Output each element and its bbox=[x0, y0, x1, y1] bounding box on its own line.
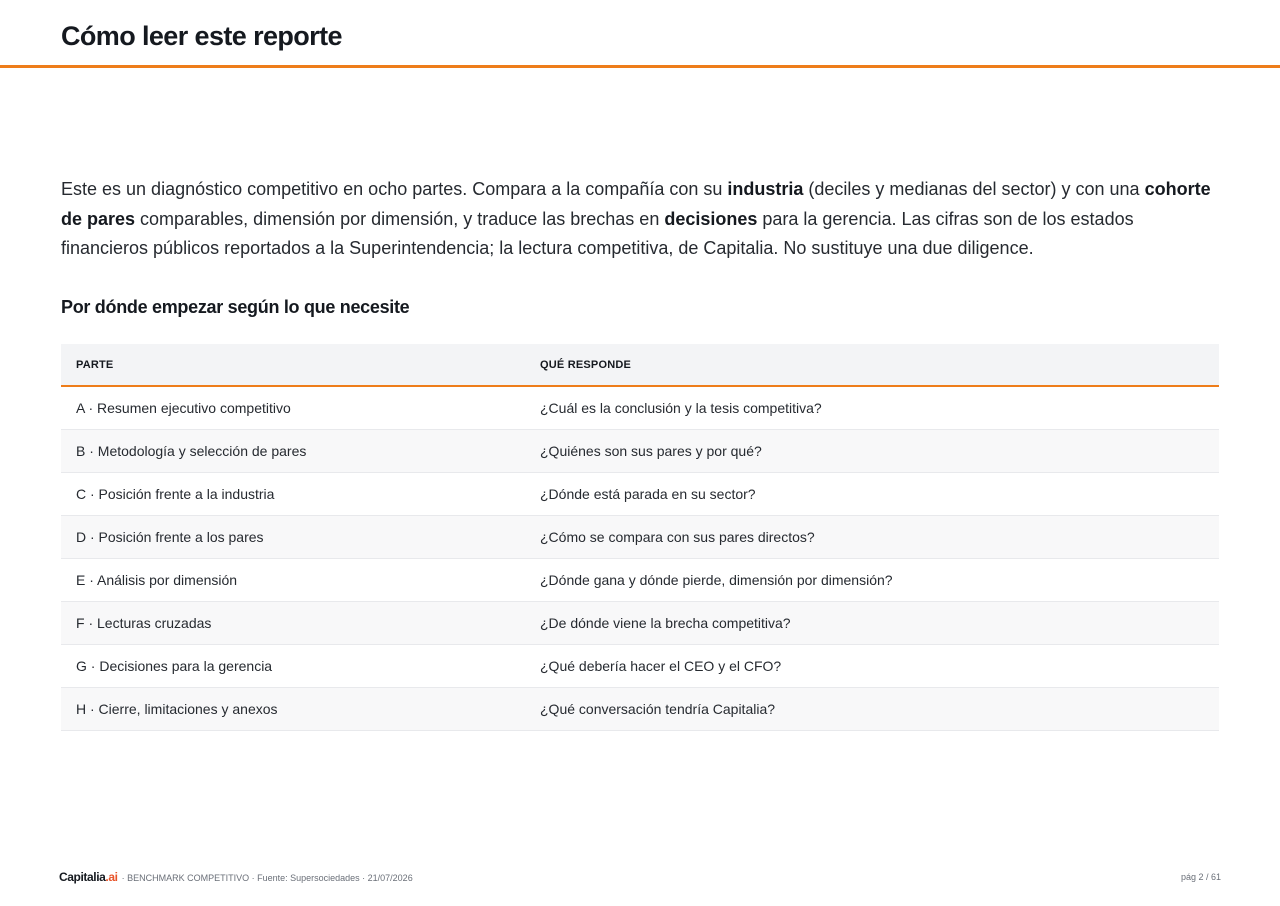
part-cell: G · Decisiones para la gerencia bbox=[61, 644, 525, 687]
table-row bbox=[61, 644, 1219, 687]
part-cell: C · Posición frente a la industria bbox=[61, 472, 525, 515]
guide-table bbox=[61, 344, 1219, 731]
table-row bbox=[61, 558, 1219, 601]
table-row bbox=[61, 687, 1219, 730]
table-row bbox=[61, 386, 1219, 429]
question-cell: ¿Dónde gana y dónde pierde, dimensión por dimensión? bbox=[525, 558, 1219, 601]
page-number: pág 2 / 61 bbox=[1180, 872, 1221, 882]
brand-logo-suffix: .ai bbox=[105, 870, 118, 884]
intro-paragraph bbox=[61, 175, 1221, 264]
intro-key-term: cohorte de pares bbox=[61, 179, 1211, 229]
part-cell: A · Resumen ejecutivo competitivo bbox=[61, 386, 525, 429]
intro-text: comparables, dimensión por dimensión, y traduce las brechas en bbox=[135, 208, 665, 229]
question-cell: ¿Quiénes son sus pares y por qué? bbox=[525, 429, 1219, 472]
question-cell: ¿De dónde viene la brecha competitiva? bbox=[525, 601, 1219, 644]
section-heading: Por dónde empezar según lo que necesite bbox=[61, 297, 410, 317]
table-header-row bbox=[61, 344, 1219, 386]
question-cell: ¿Dónde está parada en su sector? bbox=[525, 472, 1219, 515]
intro-key-term: decisiones bbox=[664, 208, 758, 229]
part-cell: D · Posición frente a los pares bbox=[61, 515, 525, 558]
table-row bbox=[61, 515, 1219, 558]
part-cell: E · Análisis por dimensión bbox=[61, 558, 525, 601]
brand-logo: Capitalia bbox=[59, 870, 106, 884]
part-cell: B · Metodología y selección de pares bbox=[61, 429, 525, 472]
page-footer bbox=[59, 870, 1221, 886]
table-row bbox=[61, 429, 1219, 472]
intro-key-term: industria bbox=[727, 179, 804, 199]
question-cell: ¿Qué conversación tendría Capitalia? bbox=[525, 687, 1219, 730]
column-header-que-responde: QUÉ RESPONDE bbox=[525, 344, 1219, 386]
intro-text: (deciles y medianas del sector) y con una bbox=[803, 179, 1145, 199]
question-cell: ¿Cómo se compara con sus pares directos? bbox=[525, 515, 1219, 558]
column-header-parte: PARTE bbox=[61, 344, 525, 386]
footer-meta: · BENCHMARK COMPETITIVO · Fuente: Supersociedades · 21/07/2026 bbox=[121, 873, 413, 883]
part-cell: H · Cierre, limitaciones y anexos bbox=[61, 687, 525, 730]
footer-source bbox=[59, 870, 413, 884]
page-title: Cómo leer este reporte bbox=[61, 21, 342, 51]
part-cell: F · Lecturas cruzadas bbox=[61, 601, 525, 644]
intro-text: Este es un diagnóstico competitivo en ocho partes. Compara a la compañía con su bbox=[61, 179, 728, 199]
question-cell: ¿Qué debería hacer el CEO y el CFO? bbox=[525, 644, 1219, 687]
table-row bbox=[61, 472, 1219, 515]
page-header bbox=[0, 0, 1280, 68]
question-cell: ¿Cuál es la conclusión y la tesis competitiva? bbox=[525, 386, 1219, 429]
intro-text: para la gerencia. Las cifras son de los estados financieros públicos reportados a la Superintendencia; la lectura competitiva, de Capitalia. No sustituye una due diligence. bbox=[61, 208, 1134, 258]
table-row bbox=[61, 601, 1219, 644]
